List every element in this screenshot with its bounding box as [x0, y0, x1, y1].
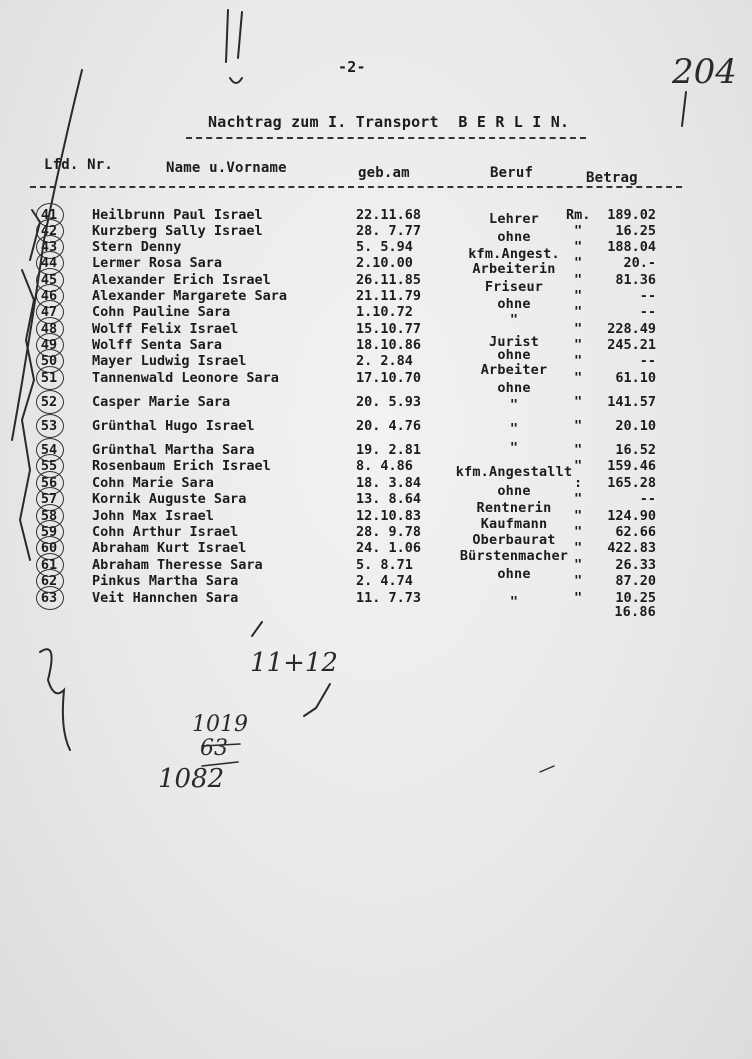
occupation: Jurist [489, 334, 539, 350]
birth-date: 22.11.68 [356, 207, 422, 223]
person-name: Wolff Senta Sara [92, 337, 223, 353]
birth-date: 21.11.79 [356, 288, 422, 304]
ditto-mark: " [574, 590, 583, 606]
pen-stroke [40, 649, 70, 750]
person-name: John Max Israel [92, 508, 214, 524]
amount: 228.49 [607, 321, 656, 337]
row-number: 55 [40, 458, 58, 474]
row-number: 50 [40, 353, 58, 369]
person-name: Mayer Ludwig Israel [92, 353, 247, 369]
amount: 124.90 [607, 508, 656, 524]
row-number: 53 [40, 418, 58, 434]
row-number: 51 [40, 370, 58, 386]
row-number: 59 [40, 524, 58, 540]
person-name: Wolff Felix Israel [92, 321, 239, 337]
row-number: 45 [40, 272, 58, 288]
person-name: Abraham Theresse Sara [92, 557, 263, 573]
page-number: -2- [338, 58, 366, 76]
final-amount: 16.86 [614, 604, 656, 620]
birth-date: 20. 5.93 [356, 394, 422, 410]
amount: 159.46 [607, 458, 656, 474]
sum-second: 63 [200, 736, 228, 761]
title-city: B E R L I N. [458, 113, 570, 131]
occupation: kfm.Angest. [468, 246, 560, 262]
birth-date: 8. 4.86 [356, 458, 413, 474]
folio-number: 204 [672, 52, 737, 92]
header-amount: Betrag [586, 170, 638, 186]
margin-checkmarks [30, 210, 40, 260]
row-number: 44 [40, 255, 58, 271]
occupation: Lehrer [489, 211, 539, 227]
occupation: Kaufmann [480, 516, 548, 532]
pen-stroke [238, 12, 242, 58]
amount: 87.20 [615, 573, 656, 589]
birth-date: 18.10.86 [356, 337, 422, 353]
amount: -- [639, 353, 656, 369]
ditto-mark: " [574, 337, 583, 353]
margin-line [12, 70, 82, 440]
birth-date: 28. 7.77 [356, 223, 422, 239]
person-name: Casper Marie Sara [92, 394, 231, 410]
ditto-mark: " [574, 255, 583, 271]
ditto-mark: " [574, 370, 583, 386]
ditto-mark: " [574, 540, 583, 556]
row-number: 48 [40, 321, 58, 337]
birth-date: 2. 4.74 [356, 573, 413, 589]
check-mark [252, 622, 262, 636]
birth-date: 19. 2.81 [356, 442, 422, 458]
ditto-mark: " [574, 353, 583, 369]
person-name: Rosenbaum Erich Israel [92, 458, 271, 474]
amount: 16.52 [615, 442, 656, 458]
occupation: ohne [497, 347, 531, 363]
person-name: Cohn Pauline Sara [92, 304, 231, 320]
sum-first: 1019 [192, 712, 248, 737]
amount: -- [639, 491, 656, 507]
amount: 141.57 [607, 394, 656, 410]
ditto-mark: " [574, 557, 583, 573]
birth-date: 24. 1.06 [356, 540, 422, 556]
person-name: Alexander Margarete Sara [92, 288, 288, 304]
sum-line [202, 744, 240, 746]
occupation: Arbeiterin [472, 261, 556, 277]
amount: 61.10 [615, 370, 656, 386]
occupation: " [509, 594, 519, 610]
person-name: Pinkus Martha Sara [92, 573, 239, 589]
person-name: Grünthal Martha Sara [92, 442, 255, 458]
person-name: Abraham Kurt Israel [92, 540, 247, 556]
occupation: ohne [497, 296, 531, 312]
birth-date: 15.10.77 [356, 321, 422, 337]
birth-date: 12.10.83 [356, 508, 422, 524]
pen-stroke [540, 766, 554, 772]
row-number: 57 [40, 491, 58, 507]
birth-date: 28. 9.78 [356, 524, 422, 540]
birth-date: 2. 2.84 [356, 353, 413, 369]
birth-date: 13. 8.64 [356, 491, 422, 507]
row-number: 42 [40, 223, 58, 239]
row-number: 61 [40, 557, 58, 573]
currency-label: Rm. [566, 207, 591, 223]
birth-date: 2.10.00 [356, 255, 413, 271]
ditto-mark: " [574, 508, 583, 524]
row-number: 46 [40, 288, 58, 304]
header-job: Beruf [490, 165, 534, 181]
amount: 422.83 [607, 540, 656, 556]
ditto-mark: " [574, 239, 583, 255]
amount: 62.66 [615, 524, 656, 540]
row-number: 54 [40, 442, 58, 458]
check-mark [304, 684, 330, 716]
occupation: kfm.Angestallt [455, 464, 573, 480]
birth-date: 26.11.85 [356, 272, 422, 288]
occupation: Friseur [484, 279, 544, 295]
row-number: 47 [40, 304, 58, 320]
ditto-mark: " [574, 272, 583, 288]
occupation: Arbeiter [480, 362, 548, 378]
person-name: Kornik Auguste Sara [92, 491, 247, 507]
amount: 165.28 [607, 475, 656, 491]
row-number: 62 [40, 573, 58, 589]
amount: 20.- [623, 255, 656, 271]
birth-date: 11. 7.73 [356, 590, 422, 606]
person-name: Alexander Erich Israel [92, 272, 271, 288]
amount: 16.25 [615, 223, 656, 239]
person-name: Cohn Arthur Israel [92, 524, 239, 540]
amount: 245.21 [607, 337, 656, 353]
row-number: 56 [40, 475, 58, 491]
row-number: 60 [40, 540, 58, 556]
pen-stroke [682, 92, 686, 126]
row-number: 49 [40, 337, 58, 353]
header-name: Name u.Vorname [166, 160, 287, 176]
person-name: Kurzberg Sally Israel [92, 223, 263, 239]
occupation: Rentnerin [476, 500, 552, 516]
occupation: ohne [497, 380, 531, 396]
row-number: 41 [40, 207, 58, 223]
birth-date: 18. 3.84 [356, 475, 422, 491]
margin-checkmarks [20, 270, 34, 560]
title-prefix: Nachtrag zum I. Transport [208, 113, 439, 131]
occupation: " [509, 397, 519, 413]
ditto-mark: " [574, 442, 583, 458]
amount: 81.36 [615, 272, 656, 288]
amount: -- [639, 304, 656, 320]
amount: 189.02 [607, 207, 656, 223]
occupation: ohne [497, 566, 531, 582]
occupation: Oberbaurat [472, 532, 556, 548]
birth-date: 20. 4.76 [356, 418, 422, 434]
header-nr: Lfd. Nr. [44, 157, 114, 173]
ditto-mark: " [574, 394, 583, 410]
row-number: 52 [40, 394, 58, 410]
person-name: Grünthal Hugo Israel [92, 418, 255, 434]
occupation: ohne [497, 483, 531, 499]
amount: 10.25 [615, 590, 656, 606]
occupation: " [509, 312, 519, 328]
header-born: geb.am [358, 165, 410, 181]
person-name: Stern Denny [92, 239, 182, 255]
pen-stroke [230, 78, 242, 83]
amount: -- [639, 288, 656, 304]
amount: 20.10 [615, 418, 656, 434]
person-name: Heilbrunn Paul Israel [92, 207, 263, 223]
occupation: " [509, 440, 519, 456]
tally-note: 11+12 [250, 648, 338, 678]
ditto-mark: " [574, 321, 583, 337]
person-name: Lermer Rosa Sara [92, 255, 223, 271]
ditto-mark: " [574, 491, 583, 507]
ditto-mark: " [574, 418, 583, 434]
ditto-mark: " [574, 304, 583, 320]
ditto-mark: " [574, 223, 583, 239]
birth-date: 17.10.70 [356, 370, 422, 386]
person-name: Veit Hannchen Sara [92, 590, 239, 606]
birth-date: 5. 8.71 [356, 557, 413, 573]
sum-line [202, 762, 238, 766]
occupation: Bürstenmacher [459, 548, 569, 564]
person-name: Cohn Marie Sara [92, 475, 214, 491]
person-name: Tannenwald Leonore Sara [92, 370, 279, 386]
birth-date: 5. 5.94 [356, 239, 413, 255]
ditto-mark: : [574, 475, 583, 491]
row-number: 43 [40, 239, 58, 255]
ditto-mark: " [574, 458, 583, 474]
row-number: 63 [40, 590, 58, 606]
amount: 26.33 [615, 557, 656, 573]
occupation: " [509, 421, 519, 437]
birth-date: 1.10.72 [356, 304, 413, 320]
ditto-mark: " [574, 524, 583, 540]
ditto-mark: " [574, 573, 583, 589]
pen-stroke [226, 10, 228, 62]
ditto-mark: " [574, 288, 583, 304]
occupation: ohne [497, 229, 531, 245]
sum-total: 1082 [158, 764, 225, 794]
amount: 188.04 [607, 239, 656, 255]
row-number: 58 [40, 508, 58, 524]
